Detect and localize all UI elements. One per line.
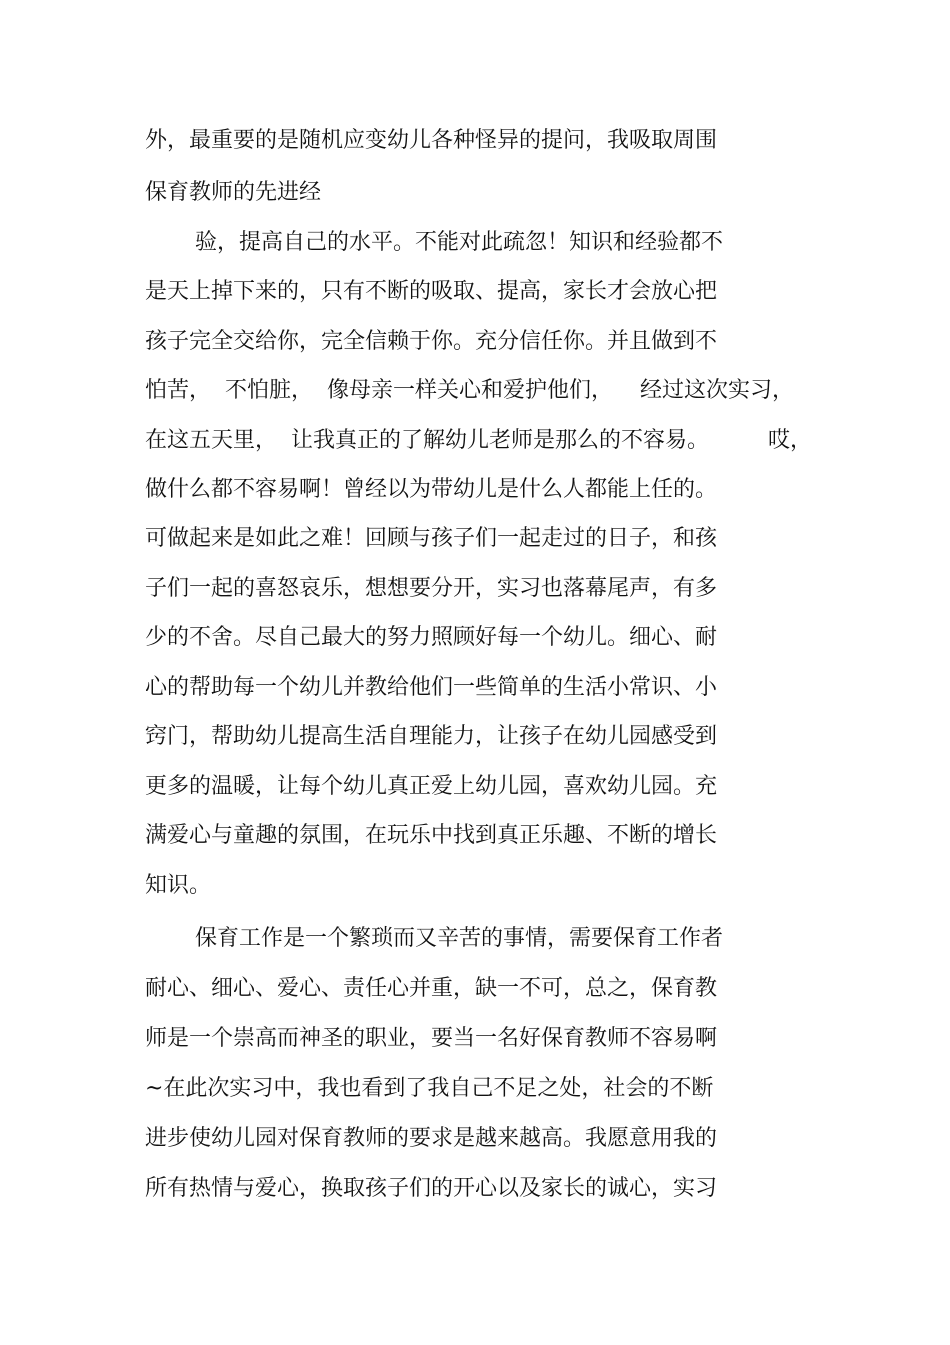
text-line: ~在此次实习中，我也看到了我自己不足之处，社会的不断 xyxy=(145,1076,714,1101)
text-line: 心的帮助每一个幼儿并教给他们一些简单的生活小常识、小 xyxy=(145,675,718,700)
text-line: 外，最重要的是随机应变幼儿各种怪异的提问，我吸取周围 xyxy=(145,128,718,153)
text-line-segment: 哎， xyxy=(768,428,813,453)
text-line: 保育工作是一个繁琐而又辛苦的事情，需要保育工作者 xyxy=(195,926,724,951)
text-line: 进步使幼儿园对保育教师的要求是越来越高。我愿意用我的 xyxy=(145,1126,718,1151)
text-line: 做什么都不容易啊！曾经以为带幼儿是什么人都能上任的。 xyxy=(145,477,718,502)
text-line: 窍门，帮助幼儿提高生活自理能力，让孩子在幼儿园感受到 xyxy=(145,724,718,749)
text-line: 保育教师的先进经 xyxy=(145,180,322,205)
text-line: 满爱心与童趣的氛围，在玩乐中找到真正乐趣、不断的增长 xyxy=(145,823,718,848)
text-line: 所有热情与爱心，换取孩子们的开心以及家长的诚心，实习 xyxy=(145,1176,718,1201)
text-line: 怕苦， 不怕脏， 像母亲一样关心和爱护他们， xyxy=(145,378,613,403)
text-line: 少的不舍。尽自己最大的努力照顾好每一个幼儿。细心、耐 xyxy=(145,625,718,650)
text-line: 更多的温暖，让每个幼儿真正爱上幼儿园，喜欢幼儿园。充 xyxy=(145,774,718,799)
text-line: 在这五天里， 让我真正的了解幼儿老师是那么的不容易。 xyxy=(145,428,709,453)
text-line: 耐心、细心、爱心、责任心并重，缺一不可，总之，保育教 xyxy=(145,976,718,1001)
text-line: 是天上掉下来的，只有不断的吸取、提高，家长才会放心把 xyxy=(145,279,718,304)
text-line: 子们一起的喜怒哀乐，想想要分开，实习也落幕尾声，有多 xyxy=(145,576,718,601)
text-line: 师是一个崇高而神圣的职业，要当一名好保育教师不容易啊 xyxy=(145,1026,718,1051)
text-line: 验，提高自己的水平。不能对此疏忽！知识和经验都不 xyxy=(195,230,724,255)
text-line: 孩子完全交给你，完全信赖于你。充分信任你。并且做到不 xyxy=(145,329,718,354)
text-line: 可做起来是如此之难！回顾与孩子们一起走过的日子，和孩 xyxy=(145,526,718,551)
text-line: 知识。 xyxy=(145,873,212,898)
text-line-segment: 经过这次实习， xyxy=(640,378,795,403)
